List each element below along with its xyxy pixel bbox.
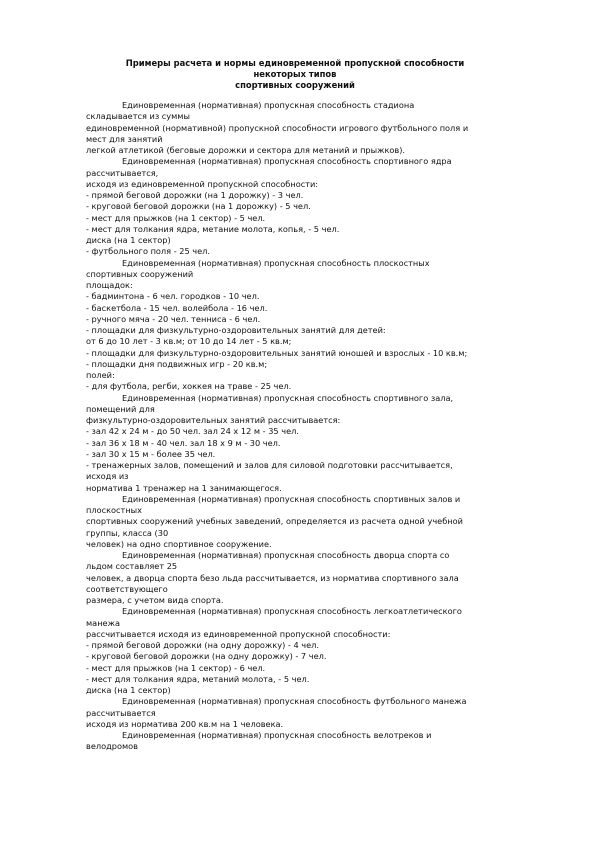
- text-line: - круговой беговой дорожки (на одну дорожку) - 7 чел.: [86, 651, 327, 662]
- document-body: [86, 100, 556, 753]
- text-line: группы, класса (30: [86, 527, 169, 538]
- text-line: Единовременная (нормативная) пропускная способность стадиона: [122, 100, 415, 110]
- document-title: [60, 58, 530, 90]
- text-line: единовременной (нормативной) пропускной способности игрового футбольного поля и: [86, 122, 469, 133]
- title-line: спортивных сооружений: [235, 79, 355, 90]
- text-line: Единовременная (нормативная) пропускная способность спортивных залов и: [122, 493, 461, 504]
- text-line: - круговой беговой дорожки (на 1 дорожку) - 5 чел.: [86, 201, 311, 212]
- text-line: диска (на 1 сектор): [86, 685, 171, 695]
- text-line: - площадки дня подвижных игр - 20 кв.м;: [86, 358, 268, 369]
- text-line: легкой атлетикой (беговые дорожки и сектора для метаний и прыжков).: [86, 145, 406, 155]
- text-line: - для футбола, регби, хоккея на траве - 25 чел.: [86, 381, 292, 392]
- text-line: Единовременная (нормативная) пропускная способность легкоатлетического: [122, 606, 462, 617]
- title-line: Примеры расчета и нормы единовременной пропускной способности: [125, 58, 465, 68]
- text-line: - футбольного поля - 25 чел.: [86, 246, 210, 257]
- text-line: рассчитывается исходя из единовременной пропускной способности:: [86, 628, 391, 639]
- text-line: мест для занятий: [86, 133, 163, 144]
- text-line: человек) на одно спортивное сооружение.: [86, 538, 272, 549]
- text-line: человек, а дворца спорта безо льда рассчитывается, из норматива спортивного зала: [86, 572, 459, 583]
- text-line: Единовременная (нормативная) пропускная способность велотреков и: [122, 730, 432, 740]
- text-line: спортивных сооружений: [86, 268, 194, 279]
- text-line: - площадки для физкультурно-оздоровительных занятий юношей и взрослых - 10 кв.м;: [86, 347, 468, 358]
- text-line: - мест для толкания ядра, метание молота, копья, - 5 чел.: [86, 223, 340, 234]
- text-line: - бадминтона - 6 чел. городков - 10 чел.: [86, 291, 260, 302]
- text-line: Единовременная (нормативная) пропускная способность спортивного ядра: [122, 156, 452, 167]
- title-line: некоторых типов: [253, 68, 337, 79]
- text-line: манежа: [86, 617, 120, 628]
- text-line: площадок:: [86, 280, 133, 290]
- text-line: велодромов: [86, 741, 138, 752]
- text-line: - мест для толкания ядра, метаний молота, - 5 чел.: [86, 673, 310, 684]
- text-line: от 6 до 10 лет - 3 кв.м; от 10 до 14 лет - 5 кв.м;: [86, 336, 292, 347]
- text-line: - ручного мяча - 20 чел. тенниса - 6 чел.: [86, 313, 261, 324]
- text-line: норматива 1 тренажер на 1 занимающегося.: [86, 482, 282, 493]
- text-line: исходя из единовременной пропускной способности:: [86, 178, 319, 189]
- text-line: - мест для прыжков (на 1 сектор) - 5 чел.: [86, 212, 266, 223]
- text-line: размера, с учетом вида спорта.: [86, 595, 224, 605]
- text-line: диска (на 1 сектор): [86, 235, 171, 245]
- text-line: помещений для: [86, 403, 155, 414]
- text-line: - тренажерных залов, помещений и залов для силовой подготовки рассчитывается,: [86, 460, 453, 470]
- text-line: Единовременная (нормативная) пропускная способность спортивного зала,: [122, 392, 454, 403]
- text-line: - зал 30 х 15 м - более 35 чел.: [86, 448, 216, 459]
- text-line: - зал 36 х 18 м - 40 чел. зал 18 х 9 м - 30 чел.: [86, 437, 281, 448]
- text-line: - мест для прыжков (на 1 сектор) - 6 чел.: [86, 662, 266, 673]
- text-line: - прямой беговой дорожки (на 1 дорожку) - 3 чел.: [86, 190, 304, 200]
- text-line: Единовременная (нормативная) пропускная способность дворца спорта со: [122, 550, 450, 560]
- text-line: соответствующего: [86, 583, 168, 594]
- text-line: Единовременная (нормативная) пропускная способность плоскостных: [122, 257, 430, 268]
- text-line: физкультурно-оздоровительных занятий рассчитывается:: [86, 415, 341, 425]
- text-line: Единовременная (нормативная) пропускная способность футбольного манежа: [122, 696, 467, 707]
- text-line: рассчитывается,: [86, 167, 159, 178]
- text-line: складывается из суммы: [86, 111, 190, 122]
- text-line: льдом составляет 25: [86, 561, 178, 572]
- text-line: - зал 42 х 24 м - до 50 чел. зал 24 х 12 м - 35 чел.: [86, 426, 299, 437]
- text-line: рассчитывается: [86, 707, 156, 718]
- text-line: полей:: [86, 370, 115, 380]
- text-line: - прямой беговой дорожки (на одну дорожку) - 4 чел.: [86, 640, 319, 650]
- text-line: - площадки для физкультурно-оздоровительных занятий для детей:: [86, 325, 386, 335]
- text-line: исходя из норматива 200 кв.м на 1 человека.: [86, 718, 284, 729]
- text-line: - баскетбола - 15 чел. волейбола - 16 чел.: [86, 302, 268, 313]
- text-line: плоскостных: [86, 505, 142, 515]
- text-line: спортивных сооружений учебных заведений, определяется из расчета одной учебной: [86, 516, 463, 527]
- text-line: исходя из: [86, 471, 129, 482]
